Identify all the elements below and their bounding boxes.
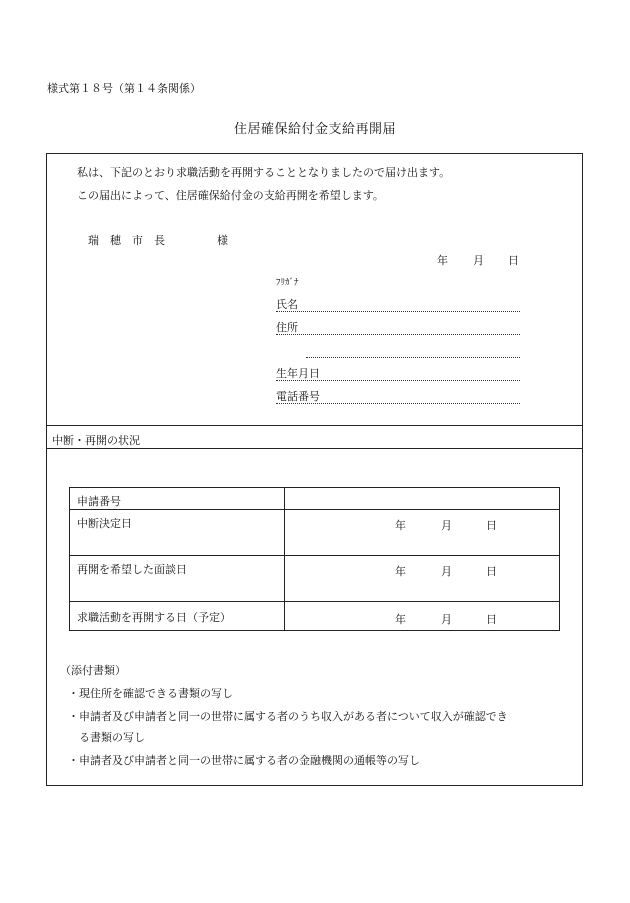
interview-date-label: 再開を希望した面談日 xyxy=(77,563,187,576)
submission-month-label: 月 xyxy=(473,254,484,267)
address-field[interactable] xyxy=(276,334,520,335)
interview-year-label: 年 xyxy=(395,565,406,578)
status-table-row-divider xyxy=(69,555,560,556)
name-field[interactable] xyxy=(276,311,520,312)
submission-day-label: 日 xyxy=(508,254,519,267)
furigana-label: ﾌﾘｶﾞﾅ xyxy=(276,278,299,288)
suspension-day-label: 日 xyxy=(486,519,497,532)
suspension-month-label: 月 xyxy=(441,519,452,532)
attachment-item-continuation: る書類の写し xyxy=(68,731,145,744)
resume-month-label: 月 xyxy=(441,613,452,626)
birthdate-label: 生年月日 xyxy=(276,367,320,380)
section-title: 中断・再開の状況 xyxy=(52,434,140,447)
document-title: 住居確保給付金支給再開届 xyxy=(233,122,396,137)
phone-field[interactable] xyxy=(276,403,520,404)
interview-month-label: 月 xyxy=(441,565,452,578)
attachment-item: ・申請者及び申請者と同一の世帯に属する者のうち収入がある者について収入が確認でき xyxy=(68,710,508,723)
section-divider-top xyxy=(46,425,583,426)
section-divider-bottom xyxy=(46,448,583,449)
resume-year-label: 年 xyxy=(395,613,406,626)
birthdate-field[interactable] xyxy=(276,380,520,381)
form-number: 様式第１８号（第１４条関係） xyxy=(47,82,201,95)
submission-year-label: 年 xyxy=(437,254,448,267)
addressee-honorific: 様 xyxy=(217,234,228,247)
interview-day-label: 日 xyxy=(486,565,497,578)
attachments-heading: （添付書類） xyxy=(60,664,126,677)
phone-label: 電話番号 xyxy=(276,390,320,403)
address-label: 住所 xyxy=(276,321,298,334)
application-number-label: 申請番号 xyxy=(77,495,121,508)
attachment-item: ・現住所を確認できる書類の写し xyxy=(68,687,233,700)
resume-day-label: 日 xyxy=(486,613,497,626)
address-field-line-2[interactable] xyxy=(306,357,520,358)
intro-line-2: この届出によって、住居確保給付金の支給再開を希望します。 xyxy=(77,189,384,202)
status-table-row-divider xyxy=(69,509,560,510)
suspension-decision-date-label: 中断決定日 xyxy=(77,517,132,530)
attachment-item: ・申請者及び申請者と同一の世帯に属する者の金融機関の通帳等の写し xyxy=(68,754,420,767)
addressee-name: 瑞穂市長 xyxy=(88,234,176,247)
intro-line-1: 私は、下記のとおり求職活動を再開することとなりましたので届け出ます。 xyxy=(77,166,451,179)
suspension-year-label: 年 xyxy=(395,519,406,532)
status-table-row-divider xyxy=(69,601,560,602)
job-search-resume-date-label: 求職活動を再開する日（予定） xyxy=(77,611,231,624)
name-label: 氏名 xyxy=(276,298,298,311)
